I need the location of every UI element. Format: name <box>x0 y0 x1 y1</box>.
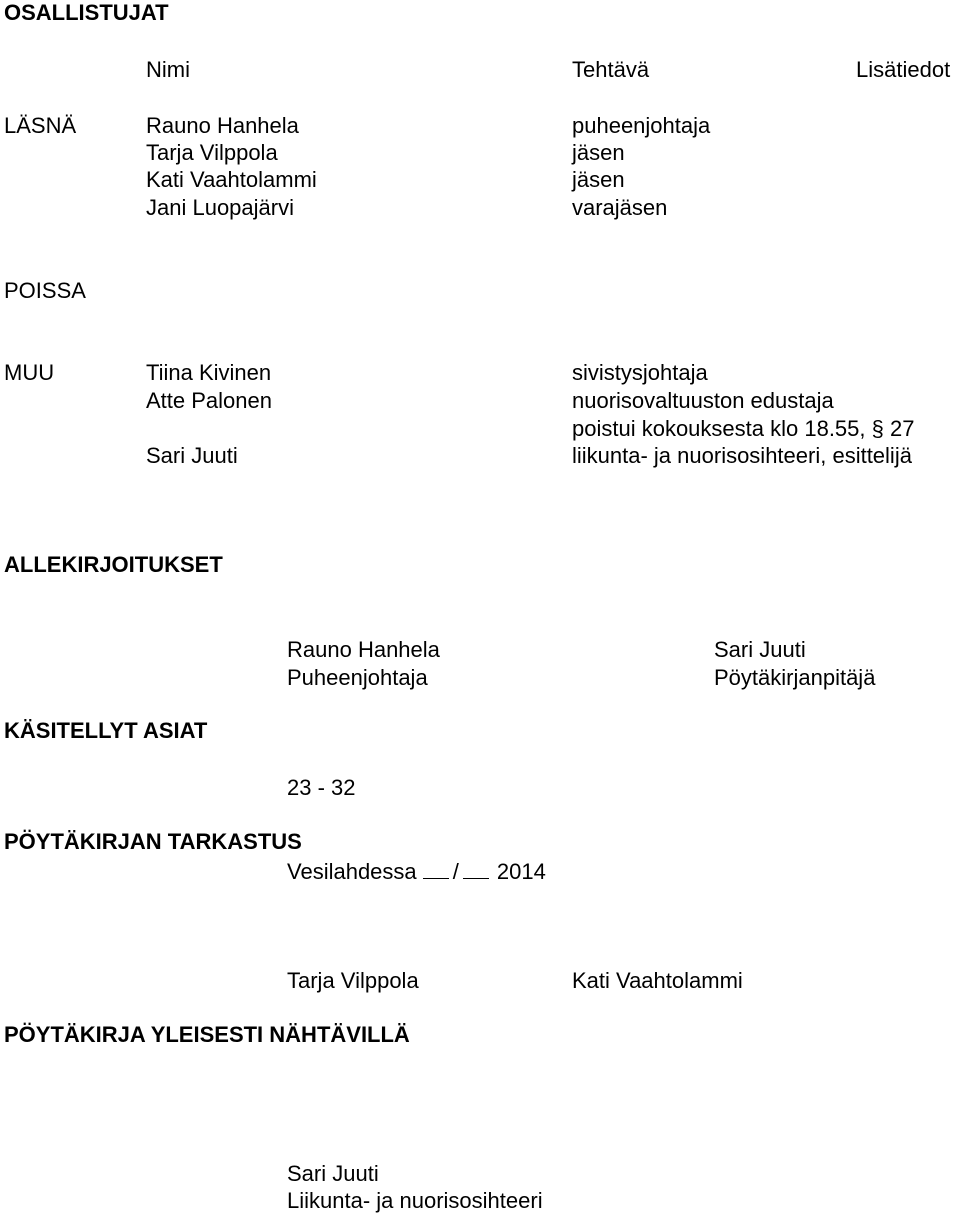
day-blank <box>423 858 449 879</box>
public-heading: PÖYTÄKIRJA YLEISESTI NÄHTÄVILLÄ <box>4 1022 410 1047</box>
review-date-line <box>287 858 546 885</box>
participants-heading: OSALLISTUJAT <box>4 0 169 25</box>
present-member-name: Kati Vaahtolammi <box>146 167 317 192</box>
present-label: LÄSNÄ <box>4 113 77 138</box>
other-member-name: Atte Palonen <box>146 388 272 413</box>
absent-label: POISSA <box>4 278 86 303</box>
column-header-role: Tehtävä <box>572 57 650 82</box>
items-range: 23 - 32 <box>287 775 356 800</box>
public-title: Liikunta- ja nuorisosihteeri <box>287 1188 543 1213</box>
present-member-name: Jani Luopajärvi <box>146 195 294 220</box>
present-member-name: Tarja Vilppola <box>146 140 278 165</box>
date-separator: / <box>452 859 459 884</box>
items-heading: KÄSITELLYT ASIAT <box>4 718 208 743</box>
other-member-name: Sari Juuti <box>146 443 238 468</box>
present-member-role: varajäsen <box>572 195 668 220</box>
signatures-heading: ALLEKIRJOITUKSET <box>4 552 223 577</box>
review-year: 2014 <box>496 859 546 884</box>
chair-name: Rauno Hanhela <box>287 637 440 662</box>
other-member-role: sivistysjohtaja <box>572 360 708 385</box>
public-name: Sari Juuti <box>287 1161 379 1186</box>
reviewer-2-name: Kati Vaahtolammi <box>572 968 743 993</box>
other-label: MUU <box>4 360 55 385</box>
review-place: Vesilahdessa <box>287 859 417 884</box>
month-blank <box>463 858 489 879</box>
column-header-name: Nimi <box>146 57 190 82</box>
secretary-title: Pöytäkirjanpitäjä <box>714 665 876 690</box>
present-member-role: jäsen <box>572 167 625 192</box>
chair-title: Puheenjohtaja <box>287 665 428 690</box>
present-member-role: jäsen <box>572 140 625 165</box>
other-member-note: poistui kokouksesta klo 18.55, § 27 <box>572 416 915 441</box>
secretary-name: Sari Juuti <box>714 637 806 662</box>
present-member-role: puheenjohtaja <box>572 113 711 138</box>
other-member-name: Tiina Kivinen <box>146 360 272 385</box>
reviewer-1-name: Tarja Vilppola <box>287 968 419 993</box>
column-header-notes: Lisätiedot <box>856 57 951 82</box>
review-heading: PÖYTÄKIRJAN TARKASTUS <box>4 829 302 854</box>
other-member-role: nuorisovaltuuston edustaja <box>572 388 834 413</box>
other-member-role: liikunta- ja nuorisosihteeri, esittelijä <box>572 443 912 468</box>
present-member-name: Rauno Hanhela <box>146 113 299 138</box>
